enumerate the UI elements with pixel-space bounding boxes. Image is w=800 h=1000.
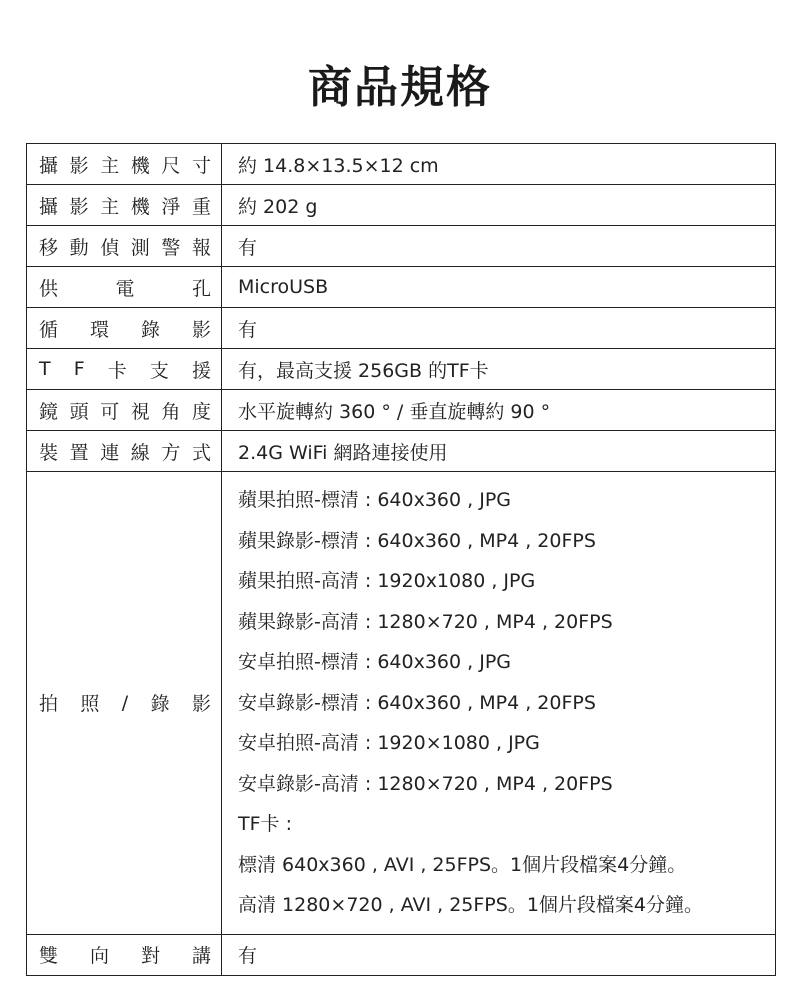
spec-row-size [27, 144, 776, 185]
spec-label: 移 動 偵 測 警 報 [39, 236, 211, 259]
spec-value: 有 [222, 308, 776, 349]
list-item: 安卓錄影-高清 : 1280×720 , MP4 , 20FPS [238, 772, 613, 795]
spec-value: 有 [222, 934, 776, 975]
spec-value: 約 14.8×13.5×12 cm [222, 144, 776, 185]
spec-table [26, 143, 776, 976]
spec-row-weight [27, 185, 776, 226]
list-item: 安卓拍照-高清 : 1920×1080 , JPG [238, 732, 540, 754]
spec-label: 攝 影 主 機 尺 寸 [39, 154, 211, 177]
spec-label: 鏡 頭 可 視 角 度 [39, 400, 211, 423]
spec-label: 雙 向 對 講 [39, 945, 211, 967]
spec-row-tf [27, 349, 776, 390]
list-item: 安卓錄影-標清 : 640x360 , MP4 , 20FPS [238, 691, 596, 714]
spec-label: 循 環 錄 影 [39, 318, 211, 341]
spec-label: T F 卡 支 援 [39, 358, 211, 382]
spec-row-motion [27, 226, 776, 267]
spec-label: 裝 置 連 線 方 式 [39, 441, 211, 464]
spec-value: MicroUSB [222, 267, 776, 308]
spec-row-connect [27, 431, 776, 472]
list-item: 蘋果錄影-高清 : 1280×720 , MP4 , 20FPS [238, 610, 613, 633]
spec-row-intercom [27, 934, 776, 975]
spec-value: 水平旋轉約 360 ° / 垂直旋轉約 90 ° [222, 390, 776, 431]
list-item: 安卓拍照-標清 : 640x360 , JPG [238, 651, 512, 673]
spec-value: 約 202 g [222, 185, 776, 226]
spec-value: 有 [222, 226, 776, 267]
spec-value: 2.4G WiFi 網路連接使用 [222, 431, 776, 472]
spec-value: 有，最高支援 256GB 的TF卡 [222, 349, 776, 390]
spec-row-angle [27, 390, 776, 431]
list-item: 高清 1280×720 , AVI , 25FPS。1個片段檔案4分鐘。 [238, 894, 703, 916]
list-item: 蘋果拍照-標清 : 640x360 , JPG [238, 489, 512, 511]
list-item: TF卡 : [238, 813, 292, 835]
spec-value-list [222, 472, 776, 935]
spec-row-power [27, 267, 776, 308]
spec-label: 拍 照 / 錄 影 [39, 691, 211, 716]
spec-label: 攝 影 主 機 淨 重 [39, 195, 211, 218]
list-item: 蘋果拍照-高清 : 1920x1080 , JPG [238, 570, 536, 592]
page-title: 商品規格 [308, 62, 492, 113]
list-item: 蘋果錄影-標清 : 640x360 , MP4 , 20FPS [238, 529, 596, 552]
spec-row-loop [27, 308, 776, 349]
spec-label: 供 電 孔 [39, 277, 211, 300]
list-item: 標清 640x360 , AVI , 25FPS。1個片段檔案4分鐘。 [238, 853, 687, 876]
spec-row-capture [27, 472, 776, 935]
